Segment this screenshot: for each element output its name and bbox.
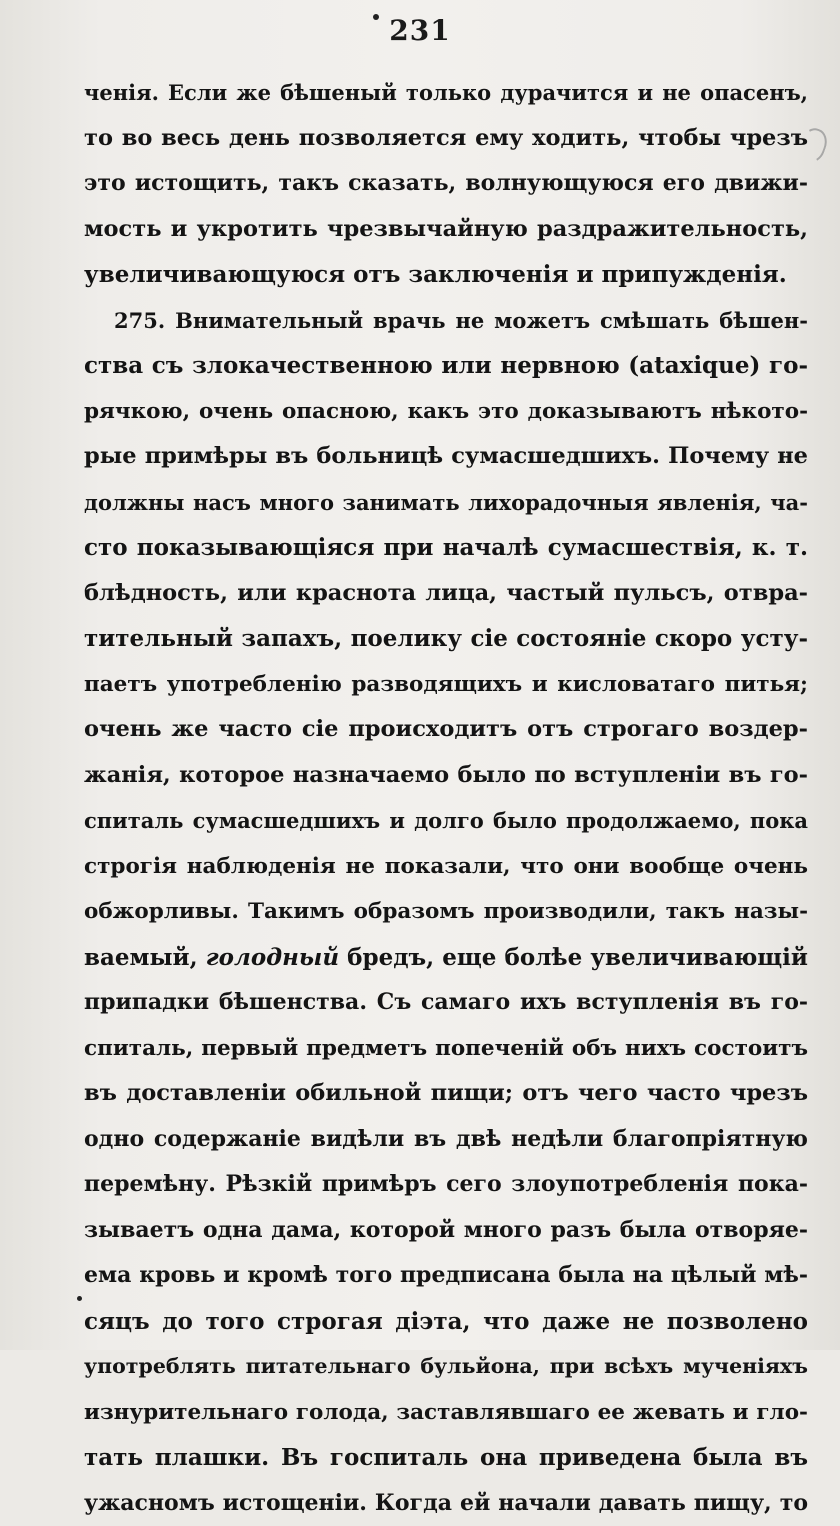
- paragraph-275-start: 275. Внимательный врачь не можетъ смѣшать бѣшен-: [84, 298, 808, 344]
- text-line: обжорливы. Такимъ образомъ производили, такъ назы-: [84, 889, 808, 935]
- text-line: сто показывающіяся при началѣ сумасшествія, к. т.: [84, 525, 808, 571]
- text-line: то во весь день позволяется ему ходить, чтобы чрезъ: [84, 116, 808, 162]
- text-line-with-italic: [84, 935, 808, 981]
- text-fragment: ваемый,: [84, 944, 206, 971]
- text-line: строгія наблюденія не показали, что они вообще очень: [84, 844, 808, 890]
- body-text: [84, 70, 808, 1526]
- text-line: припадки бѣшенства. Съ самаго ихъ вступленія въ го-: [84, 980, 808, 1026]
- text-line: тать плашки. Въ госпиталь она приведена была въ: [84, 1435, 808, 1481]
- text-line: перемѣну. Рѣзкій примѣръ сего злоупотребленія пока-: [84, 1162, 808, 1208]
- text-line: ема кровь и кромѣ того предписана была на цѣлый мѣ-: [84, 1253, 808, 1299]
- text-line: должны насъ много занимать лихорадочныя явленія, ча-: [84, 480, 808, 526]
- text-line: тительный запахъ, поелику сіе состояніе скоро усту-: [84, 616, 808, 662]
- text-line: увеличивающуюся отъ заключенія и припужденія.: [84, 252, 808, 298]
- text-line: ства съ злокачественною или нервною (ataxique) го-: [84, 343, 808, 389]
- text-line: блѣдность, или краснота лица, частый пульсъ, отвра-: [84, 571, 808, 617]
- text-line: изнурительнаго голода, заставлявшаго ее жевать и гло-: [84, 1390, 808, 1436]
- text-line: это истощить, такъ сказать, волнующуюся его движи-: [84, 161, 808, 207]
- page-number: 231: [0, 14, 840, 47]
- text-line: одно содержаніе видѣли въ двѣ недѣли благопріятную: [84, 1117, 808, 1163]
- italic-term: голодный: [206, 944, 339, 971]
- text-line: употреблять питательнаго бульйона, при всѣхъ мученіяхъ: [84, 1344, 808, 1390]
- text-line: рячкою, очень опасною, какъ это доказываютъ нѣкото-: [84, 389, 808, 435]
- text-line: мость и укротить чрезвычайную раздражительность,: [84, 207, 808, 253]
- ink-speck: [77, 1296, 82, 1301]
- text-line: ужасномъ истощеніи. Когда ей начали давать пищу, то: [84, 1481, 808, 1526]
- text-line: въ доставленіи обильной пищи; отъ чего часто чрезъ: [84, 1071, 808, 1117]
- text-line: спиталь, первый предметъ попеченій объ нихъ состоитъ: [84, 1026, 808, 1072]
- text-line: очень же часто сіе происходитъ отъ строгаго воздер-: [84, 707, 808, 753]
- text-line: сяцъ до того строгая діэта, что даже не позволено: [84, 1299, 808, 1345]
- text-line: зываетъ одна дама, которой много разъ была отворяе-: [84, 1208, 808, 1254]
- text-line: жанія, которое назначаемо было по вступленіи въ го-: [84, 753, 808, 799]
- text-fragment: бредъ, еще болѣе увеличивающій: [339, 944, 808, 971]
- text-line: паетъ употребленію разводящихъ и кисловатаго питья;: [84, 662, 808, 708]
- text-line: рые примѣры въ больницѣ сумасшедшихъ. Почему не: [84, 434, 808, 480]
- text-line: ченія. Если же бѣшеный только дурачится и не опасенъ,: [84, 70, 808, 116]
- text-line: спиталь сумасшедшихъ и долго было продолжаемо, пока: [84, 798, 808, 844]
